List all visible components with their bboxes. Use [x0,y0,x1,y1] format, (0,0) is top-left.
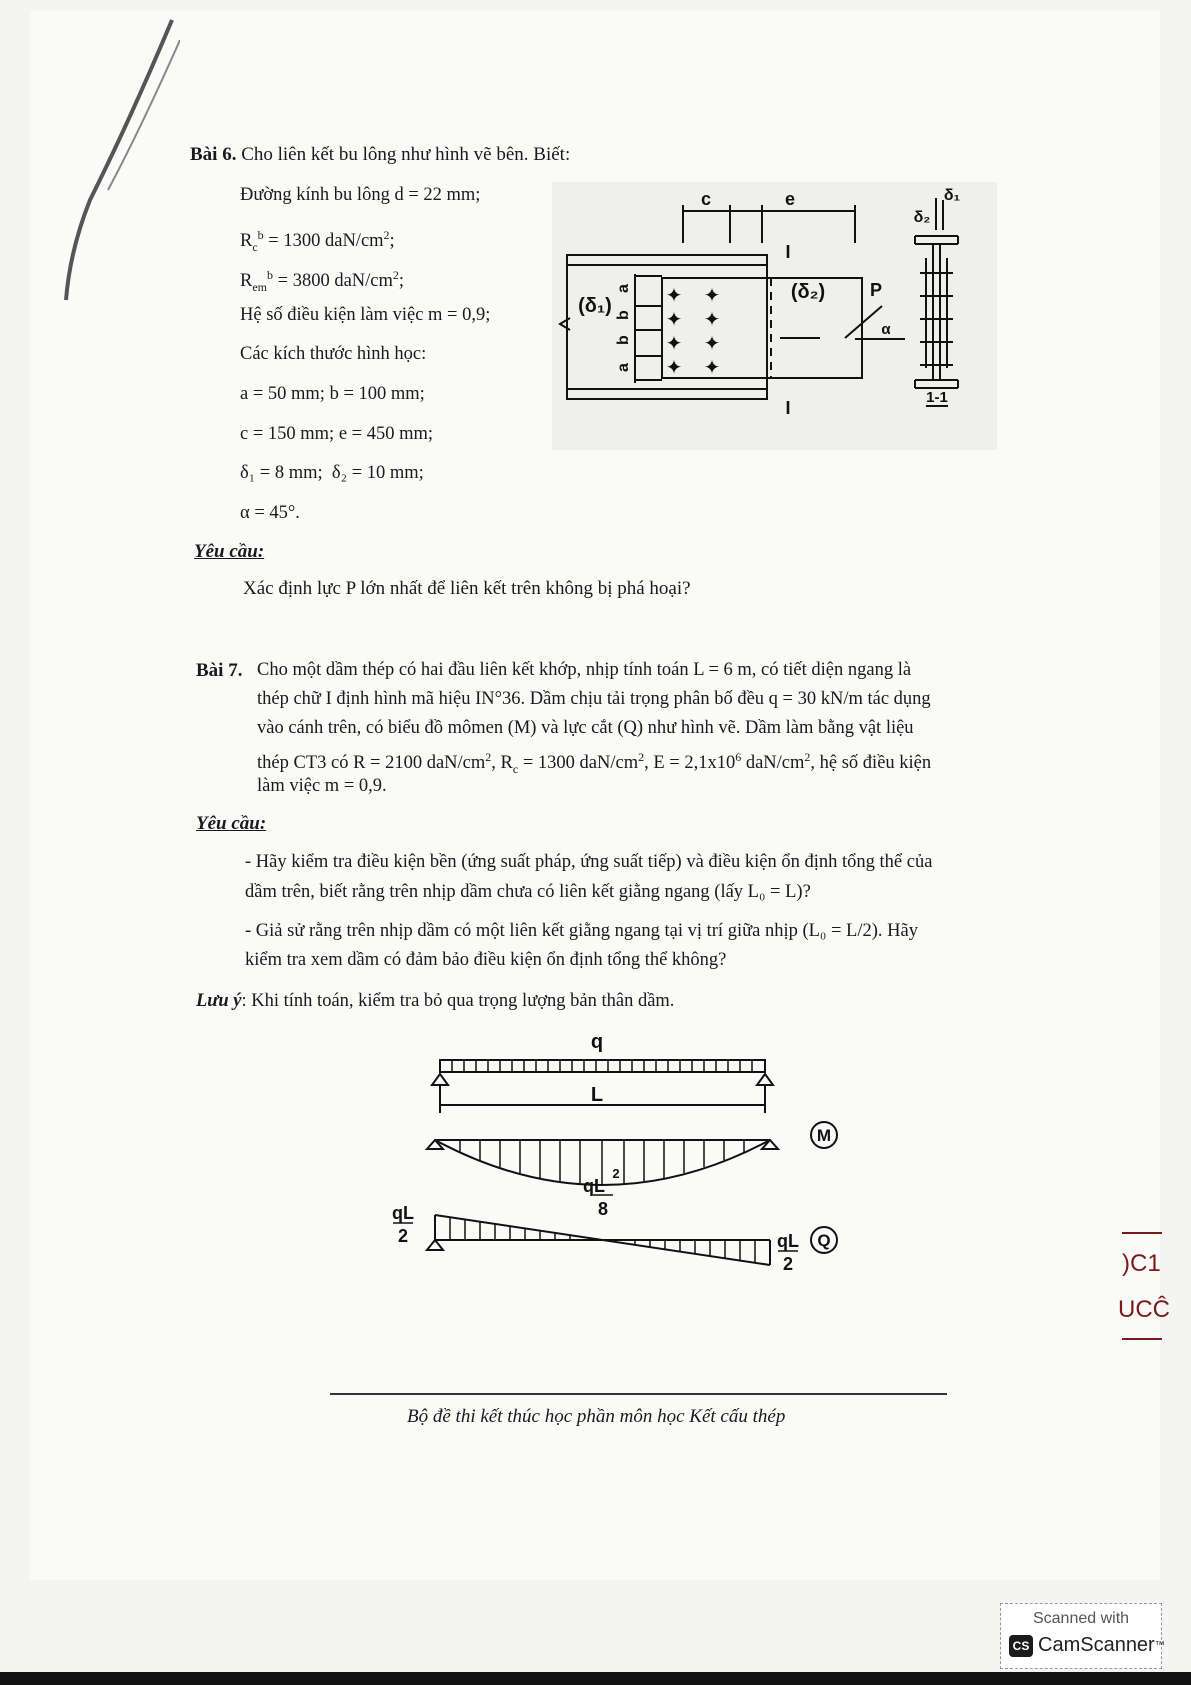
moment-max-den: 8 [597,1199,609,1219]
bai7-line-3: vào cánh trên, có biểu đồ mômen (M) và lực cắt (Q) như hình vẽ. Dầm làm bằng vật liệu [257,718,914,738]
bolt-markers [666,285,721,379]
bai7-number: Bài 7. [196,660,243,681]
stamp-brand: CamScanner [1038,1634,1155,1656]
bai7-req2-line1: - Giả sử rằng trên nhịp dầm có một liên kết giằng ngang tại vị trí giữa nhịp (L₀ = L/2). Hãy [245,921,918,941]
bai6-given-ce: c = 150 mm; e = 450 mm; [240,424,434,444]
bai7-line-2: thép chữ I định hình mã hiệu IN°36. Dầm chịu tải trọng phân bố đều q = 30 kN/m tác dụng [257,689,931,709]
dim-e-label: e [784,189,796,209]
beam-diagram [390,1025,860,1295]
bolt: ✦ [703,357,721,379]
delta2-label: (δ₂) [790,281,826,303]
scan-smudge [30,0,180,320]
moment-max-num: qL [583,1176,605,1196]
section-mark-bottom: I [785,398,791,418]
bai7-req1-line2: dầm trên, biết rằng trên nhịp dầm chưa có liên kết giằng ngang (lấy L₀ = L)? [245,882,811,902]
bolt: ✦ [665,333,683,355]
dim-b-label: b [615,310,632,320]
bolt: ✦ [703,285,721,307]
stamp-top-text: Scanned with [1032,1610,1130,1627]
angle-alpha-label: α [881,321,891,338]
moment-max-exp: 2 [612,1166,620,1181]
bai6-heading [190,144,570,166]
bai6-number: Bài 6. [190,144,237,165]
bai7-req2-line2: kiểm tra xem dầm có đảm bảo điều kiện ổn định tổng thể không? [245,950,727,970]
bai6-given-m: Hệ số điều kiện làm việc m = 0,9; [240,305,491,325]
section-1-1-label: 1-1 [926,389,948,406]
bai7-note-label: Lưu ý [196,991,242,1011]
bolt: ✦ [703,333,721,355]
camscanner-logo-icon: CS [1009,1635,1033,1657]
bai7-req1-line1: - Hãy kiểm tra điều kiện bền (ứng suất pháp, ứng suất tiếp) và điều kiện ổn định tổng thể của [245,852,933,872]
bolt-connection-diagram [540,178,1010,458]
camscanner-stamp [1000,1603,1165,1669]
bai6-given-rem: $R_{em}^b = 3800$ daN/$cm^2$; [240,268,405,294]
bai7-line-1: Cho một dầm thép có hai đầu liên kết khớp, nhịp tính toán L = 6 m, có tiết diện ngang là [257,660,912,680]
bolt: ✦ [665,309,683,331]
scan-bottom-bar [0,1672,1191,1685]
bai7-note [196,987,674,1016]
span-l-label: L [590,1084,604,1106]
bolt: ✦ [665,357,683,379]
load-q-label: q [590,1031,604,1053]
bolt: ✦ [703,309,721,331]
bai6-given-ab: a = 50 mm; b = 100 mm; [240,384,425,404]
bai6-given-delta: δ₁ = 8 mm; δ₂ = 10 mm; [240,463,424,483]
moment-m-label: M [816,1126,832,1145]
shear-left-den: 2 [397,1226,409,1246]
shear-q-label: Q [817,1231,831,1250]
shear-left-num: qL [392,1203,414,1223]
bai7-note-text: : Khi tính toán, kiểm tra bỏ qua trọng lượng bản thân dầm. [241,991,675,1011]
footer-text: Bộ đề thi kết thúc học phần môn học Kết cấu thép [407,1406,786,1427]
delta1-label: (δ₁) [578,295,612,317]
margin-text-top: )C1 [1122,1250,1161,1277]
margin-text-bottom: UCĈ [1118,1296,1170,1323]
dim-c-label: c [700,189,712,209]
bai7-line-5: làm việc m = 0,9. [257,776,387,796]
shear-right-den: 2 [782,1254,794,1274]
dim-b-label: b [615,335,632,345]
section-delta1-label: δ₁ [943,187,961,204]
dim-a-label: a [615,284,632,293]
bai7-line-4: thép CT3 có R = 2100 daN/$cm^2$, $R_c = 1300$ daN/$cm^2$, $E = 2,1x10^6$ daN/$cm^2$, hệ số điều kiện [257,750,932,776]
bai6-dims-label: Các kích thước hình học: [240,344,427,364]
margin-rule-bottom [1122,1338,1162,1340]
bai6-given-alpha: α = 45°. [240,503,300,523]
bai6-intro: Cho liên kết bu lông như hình vẽ bên. Biết: [241,144,571,165]
bai6-requirement-text: Xác định lực P lớn nhất để liên kết trên không bị phá hoại? [243,578,691,599]
bai6-requirement-label: Yêu cầu: [194,541,265,562]
bai7-requirement-label: Yêu cầu: [196,813,267,834]
margin-rule-top [1122,1232,1162,1234]
footer-rule [330,1393,947,1395]
bai6-given-rc: $R_c^b = 1300$ daN/$cm^2$; [240,228,395,254]
load-p-label: P [869,280,883,300]
section-delta2-label: δ₂ [913,209,931,226]
load-hatch [452,1060,752,1072]
section-mark-top: I [785,242,791,262]
dim-a-label: a [615,363,632,372]
bolt: ✦ [665,285,683,307]
stamp-brand-row [1009,1634,1165,1657]
shear-right-num: qL [777,1231,799,1251]
stamp-tm: ™ [1154,1640,1165,1651]
bai6-given-d: Đường kính bu lông d = 22 mm; [240,185,481,205]
